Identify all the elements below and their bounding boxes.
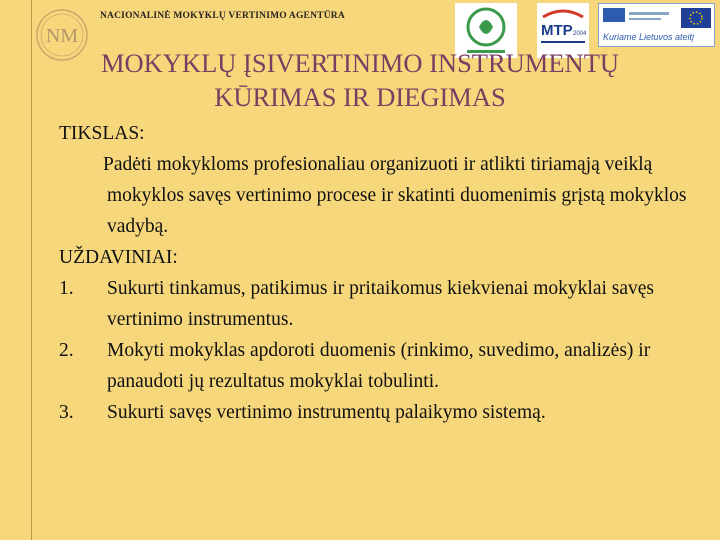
tasks-list <box>59 273 719 428</box>
task-text: Mokyti mokyklas apdoroti duomenis (rinkimo, suvedimo, analizės) ir panaudoti jų rezultatus mokyklai tobulinti. <box>107 340 651 392</box>
slide-body <box>59 118 719 428</box>
slide-title: MOKYKLŲ ĮSIVERTINIMO INSTRUMENTŲ KŪRIMAS IR DIEGIMAS <box>100 48 620 112</box>
goal-text: Padėti mokykloms profesionaliau organizuoti ir atlikti tiriamąją veiklą mokyklos savęs vertinimo procese ir skatinti duomenimis grįstą mokyklos vadybą. <box>103 154 687 237</box>
list-item <box>59 397 719 428</box>
list-item <box>59 335 719 397</box>
agency-name: NACIONALINĖ MOKYKLŲ VERTINIMO AGENTŪRA <box>100 11 345 21</box>
task-number: 1. <box>59 278 74 299</box>
task-text: Sukurti tinkamus, patikimus ir pritaikomus kiekvienai mokyklai savęs vertinimo instrumentus. <box>107 278 655 330</box>
mtp-logo-text: MTP <box>541 22 573 39</box>
left-divider-line <box>31 0 32 540</box>
tasks-heading: UŽDAVINIAI: <box>59 247 178 268</box>
task-text: Sukurti savęs vertinimo instrumentų palaikymo sistemą. <box>107 402 546 423</box>
eu-project-caption: Kuriame Lietuvos ateitį <box>603 32 695 42</box>
task-number: 2. <box>59 340 74 361</box>
mtp-logo-suffix: 2004 <box>573 31 587 37</box>
list-item <box>59 273 719 335</box>
goal-heading: TIKSLAS: <box>59 123 145 144</box>
eu-project-logo <box>598 3 715 47</box>
seal-monogram: NM <box>45 25 79 47</box>
task-number: 3. <box>59 402 74 423</box>
